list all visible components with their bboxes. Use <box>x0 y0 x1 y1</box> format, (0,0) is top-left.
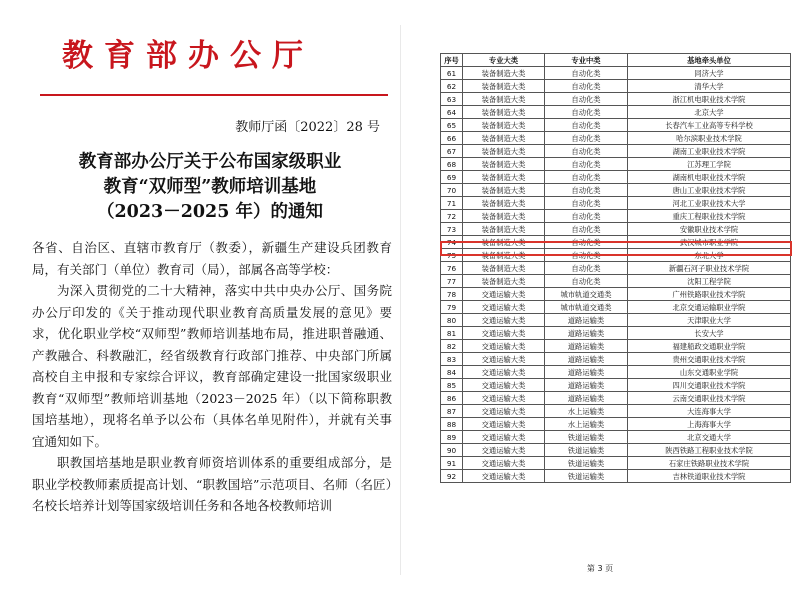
table-row <box>441 67 791 80</box>
cell-category: 装备制造大类 <box>463 262 545 275</box>
cell-index: 67 <box>441 145 463 158</box>
cell-institution: 大连海事大学 <box>628 405 791 418</box>
page-number: 第 3 页 <box>586 564 614 573</box>
body-paragraph: 为深入贯彻党的二十大精神，落实中共中央办公厅、国务院办公厅印发的《关于推动现代职业教育高质量发展的意见》要求，优化职业学校“双师型”教师培训基地布局，推进职普融通、产教融合、科教融汇，经省级教育行政部门推荐、中央部门所属高校自主申报和专家综合评议，教育部确定建设一批国家级职业教育“双师型”教师培训基地（2023－2025 年）（以下简称职教国培基地），现将名单予以公布（具体名单见附件），并就有关事宜通知如下。 <box>32 283 392 449</box>
cell-institution: 清华大学 <box>628 80 791 93</box>
cell-institution: 长安大学 <box>628 327 791 340</box>
cell-institution: 上海海事大学 <box>628 418 791 431</box>
cell-index: 74 <box>441 236 463 249</box>
cell-institution: 唐山工业职业技术学院 <box>628 184 791 197</box>
cell-institution: 福建船政交通职业学院 <box>628 340 791 353</box>
cell-category: 装备制造大类 <box>463 132 545 145</box>
cell-category: 装备制造大类 <box>463 223 545 236</box>
cell-institution: 四川交通职业技术学院 <box>628 379 791 392</box>
cell-institution: 河北工业职业技术大学 <box>628 197 791 210</box>
cell-index: 64 <box>441 106 463 119</box>
cell-index: 77 <box>441 275 463 288</box>
cell-index: 68 <box>441 158 463 171</box>
cell-index: 81 <box>441 327 463 340</box>
cell-subcategory: 铁道运输类 <box>545 457 628 470</box>
cell-index: 82 <box>441 340 463 353</box>
cell-subcategory: 自动化类 <box>545 119 628 132</box>
cell-category: 装备制造大类 <box>463 67 545 80</box>
cell-subcategory: 道路运输类 <box>545 340 628 353</box>
table-row <box>441 470 791 483</box>
cell-institution: 浙江机电职业技术学院 <box>628 93 791 106</box>
table-row <box>441 405 791 418</box>
table-row <box>441 431 791 444</box>
cell-subcategory: 道路运输类 <box>545 366 628 379</box>
table-row <box>441 145 791 158</box>
cell-index: 65 <box>441 119 463 132</box>
table-row <box>441 353 791 366</box>
cell-category: 装备制造大类 <box>463 184 545 197</box>
cell-subcategory: 自动化类 <box>545 262 628 275</box>
cell-index: 92 <box>441 470 463 483</box>
cell-category: 交通运输大类 <box>463 301 545 314</box>
table-row <box>441 249 791 262</box>
cell-subcategory: 铁道运输类 <box>545 470 628 483</box>
cell-category: 装备制造大类 <box>463 275 545 288</box>
table-row <box>441 132 791 145</box>
cell-institution: 北京交通大学 <box>628 431 791 444</box>
cell-index: 75 <box>441 249 463 262</box>
cell-category: 装备制造大类 <box>463 158 545 171</box>
cell-subcategory: 城市轨道交通类 <box>545 301 628 314</box>
cell-category: 交通运输大类 <box>463 431 545 444</box>
cell-subcategory: 城市轨道交通类 <box>545 288 628 301</box>
column-header-institution: 基地牵头单位 <box>628 54 791 67</box>
cell-subcategory: 道路运输类 <box>545 353 628 366</box>
cell-subcategory: 自动化类 <box>545 184 628 197</box>
cell-institution: 天津职业大学 <box>628 314 791 327</box>
table-row <box>441 340 791 353</box>
cell-category: 交通运输大类 <box>463 314 545 327</box>
cell-subcategory: 自动化类 <box>545 275 628 288</box>
table-row <box>441 158 791 171</box>
heading-line: 教育“双师型”教师培训基地 <box>103 177 317 197</box>
cell-index: 66 <box>441 132 463 145</box>
cell-category: 交通运输大类 <box>463 366 545 379</box>
document-list-page <box>400 0 800 600</box>
cell-category: 装备制造大类 <box>463 236 545 249</box>
cell-institution: 新疆石河子职业技术学院 <box>628 262 791 275</box>
cell-index: 87 <box>441 405 463 418</box>
cell-subcategory: 道路运输类 <box>545 392 628 405</box>
cell-category: 交通运输大类 <box>463 353 545 366</box>
cell-institution: 吉林铁道职业技术学院 <box>628 470 791 483</box>
table-row <box>441 210 791 223</box>
cell-index: 85 <box>441 379 463 392</box>
table-row <box>441 301 791 314</box>
cell-category: 装备制造大类 <box>463 171 545 184</box>
cell-institution: 安徽职业技术学院 <box>628 223 791 236</box>
cell-category: 装备制造大类 <box>463 80 545 93</box>
cell-index: 62 <box>441 80 463 93</box>
cell-index: 91 <box>441 457 463 470</box>
cell-subcategory: 道路运输类 <box>545 327 628 340</box>
table-row <box>441 392 791 405</box>
cell-category: 交通运输大类 <box>463 457 545 470</box>
table-body <box>441 67 791 483</box>
column-header-index: 序号 <box>441 54 463 67</box>
cell-index: 90 <box>441 444 463 457</box>
cell-index: 84 <box>441 366 463 379</box>
table-row <box>441 327 791 340</box>
cell-index: 83 <box>441 353 463 366</box>
cell-institution: 江苏理工学院 <box>628 158 791 171</box>
table-row <box>441 106 791 119</box>
cell-category: 交通运输大类 <box>463 392 545 405</box>
cell-subcategory: 铁道运输类 <box>545 431 628 444</box>
cell-subcategory: 自动化类 <box>545 236 628 249</box>
cell-category: 装备制造大类 <box>463 119 545 132</box>
cell-subcategory: 自动化类 <box>545 158 628 171</box>
cell-subcategory: 自动化类 <box>545 80 628 93</box>
column-header-subcategory: 专业中类 <box>545 54 628 67</box>
cell-index: 88 <box>441 418 463 431</box>
cell-category: 交通运输大类 <box>463 418 545 431</box>
cell-index: 73 <box>441 223 463 236</box>
cell-subcategory: 自动化类 <box>545 93 628 106</box>
cell-institution: 北京大学 <box>628 106 791 119</box>
cell-index: 71 <box>441 197 463 210</box>
cell-index: 89 <box>441 431 463 444</box>
cell-subcategory: 自动化类 <box>545 171 628 184</box>
cell-index: 86 <box>441 392 463 405</box>
notice-heading <box>40 150 380 225</box>
cell-subcategory: 自动化类 <box>545 210 628 223</box>
cell-index: 61 <box>441 67 463 80</box>
table-row <box>441 444 791 457</box>
table-row <box>441 80 791 93</box>
table-row <box>441 236 791 249</box>
table-row <box>441 197 791 210</box>
cell-institution: 沈阳工程学院 <box>628 275 791 288</box>
table-row <box>441 288 791 301</box>
table-row <box>441 262 791 275</box>
cell-subcategory: 水上运输类 <box>545 405 628 418</box>
cell-subcategory: 铁道运输类 <box>545 444 628 457</box>
cell-category: 交通运输大类 <box>463 340 545 353</box>
cell-institution: 云南交通职业技术学院 <box>628 392 791 405</box>
cell-category: 装备制造大类 <box>463 249 545 262</box>
cell-category: 交通运输大类 <box>463 327 545 340</box>
cell-institution: 东北大学 <box>628 249 791 262</box>
cell-category: 装备制造大类 <box>463 145 545 158</box>
addressee-paragraph: 各省、自治区、直辖市教育厅（教委），新疆生产建设兵团教育局，有关部门（单位）教育司（局），部属各高等学校： <box>32 240 392 277</box>
table-row <box>441 184 791 197</box>
table-row <box>441 171 791 184</box>
document-number: 教师厅函〔2022〕28 号 <box>235 120 380 135</box>
cell-institution: 贵州交通职业技术学院 <box>628 353 791 366</box>
cell-institution: 长春汽车工业高等专科学校 <box>628 119 791 132</box>
cell-institution: 哈尔滨职业技术学院 <box>628 132 791 145</box>
column-header-category: 专业大类 <box>463 54 545 67</box>
cell-index: 76 <box>441 262 463 275</box>
table-row <box>441 223 791 236</box>
cell-category: 装备制造大类 <box>463 197 545 210</box>
cell-institution: 湖南工业职业技术学院 <box>628 145 791 158</box>
cell-index: 69 <box>441 171 463 184</box>
cell-institution: 广州铁路职业技术学院 <box>628 288 791 301</box>
cell-subcategory: 自动化类 <box>545 249 628 262</box>
training-base-table <box>440 53 791 483</box>
cell-category: 装备制造大类 <box>463 93 545 106</box>
cell-index: 78 <box>441 288 463 301</box>
table-row <box>441 457 791 470</box>
cell-category: 交通运输大类 <box>463 288 545 301</box>
table-row <box>441 119 791 132</box>
cell-index: 70 <box>441 184 463 197</box>
cell-category: 交通运输大类 <box>463 379 545 392</box>
cell-subcategory: 自动化类 <box>545 197 628 210</box>
table-row <box>441 379 791 392</box>
table-row <box>441 93 791 106</box>
cell-institution: 北京交通运输职业学院 <box>628 301 791 314</box>
cell-subcategory: 自动化类 <box>545 106 628 119</box>
cell-category: 装备制造大类 <box>463 210 545 223</box>
cell-institution: 重庆工程职业技术学院 <box>628 210 791 223</box>
red-header-rule <box>40 94 388 96</box>
issuing-office-title: 教育部办公厅 <box>62 38 314 74</box>
cell-institution: 湖南机电职业技术学院 <box>628 171 791 184</box>
body-paragraph: 职教国培基地是职业教育师资培训体系的重要组成部分，是职业学校教师素质提高计划、“职教国培”示范项目、名师（名匠）名校长培养计划等国家级培训任务和各地各校教师培训 <box>32 455 392 513</box>
cell-institution: 同济大学 <box>628 67 791 80</box>
heading-line: 教育部办公厅关于公布国家级职业 <box>78 152 342 172</box>
cell-index: 80 <box>441 314 463 327</box>
cell-category: 装备制造大类 <box>463 106 545 119</box>
cell-subcategory: 自动化类 <box>545 132 628 145</box>
cell-institution: 陕西铁路工程职业技术学院 <box>628 444 791 457</box>
cell-category: 交通运输大类 <box>463 444 545 457</box>
table-header-row <box>441 54 791 67</box>
notice-body <box>32 237 392 517</box>
cell-index: 63 <box>441 93 463 106</box>
cell-category: 交通运输大类 <box>463 405 545 418</box>
heading-line: （2023－2025 年）的通知 <box>96 202 323 222</box>
table-row <box>441 275 791 288</box>
cell-subcategory: 自动化类 <box>545 223 628 236</box>
cell-institution: 武汉城市职业学院 <box>628 236 791 249</box>
table-row <box>441 418 791 431</box>
table-row <box>441 366 791 379</box>
cell-subcategory: 自动化类 <box>545 145 628 158</box>
cell-institution: 山东交通职业学院 <box>628 366 791 379</box>
table-row <box>441 314 791 327</box>
cell-index: 72 <box>441 210 463 223</box>
cell-subcategory: 道路运输类 <box>545 379 628 392</box>
cell-institution: 石家庄铁路职业技术学院 <box>628 457 791 470</box>
cell-subcategory: 道路运输类 <box>545 314 628 327</box>
cell-index: 79 <box>441 301 463 314</box>
cell-subcategory: 水上运输类 <box>545 418 628 431</box>
cell-category: 交通运输大类 <box>463 470 545 483</box>
cell-subcategory: 自动化类 <box>545 67 628 80</box>
